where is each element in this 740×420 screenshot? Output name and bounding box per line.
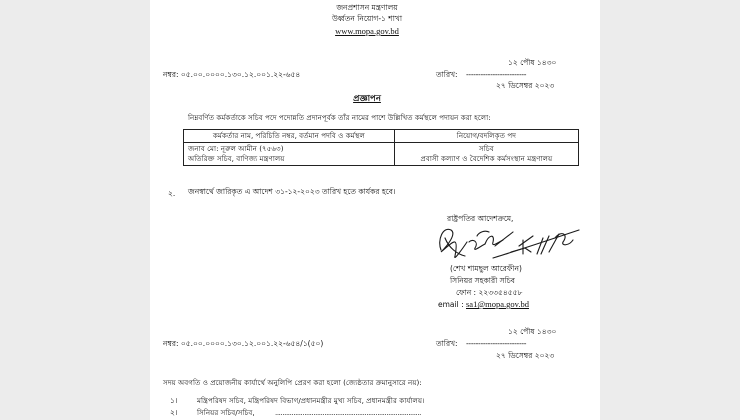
- copy-date-dots: -------------------------: [466, 339, 527, 348]
- list-item-number: ২।: [170, 408, 178, 417]
- posting-table-header: [184, 130, 579, 143]
- memo-number: নম্বর: ০৫.০০.০০০০.১৩০.১২.০০১.২২-৬৫৪: [163, 70, 301, 79]
- distribution-intro: সদয় অবগতি ও প্রয়োজনীয় কার্যার্থে অনুলিপি প্রেরণ করা হলো (জ্যেষ্ঠতার ক্রমানুসারে নয়):: [163, 378, 422, 387]
- copy-date-bangla: ১২ পৌষ ১৪৩০: [508, 327, 557, 336]
- new-ministry: প্রবাসী কল্যাণ ও বৈদেশিক কর্মসংস্থান মন্ত্রণালয়: [420, 154, 553, 163]
- list-item: মন্ত্রিপরিষদ সচিব, মন্ত্রিপরিষদ বিভাগ/প্রধানমন্ত্রীর মুখ্য সচিব, প্রধানমন্ত্রীর কার্যালয়।: [197, 396, 425, 405]
- date-bangla: ১২ পৌষ ১৪৩০: [508, 58, 557, 67]
- posting-column-header: নিয়োগ/বদলিকৃত পদ: [394, 130, 578, 143]
- clause-number: ২.: [168, 189, 176, 198]
- date-gregorian: ২৭ ডিসেম্বর ২০২৩: [496, 81, 555, 90]
- officer-name: জনাব মো: নূরুল আমীন (৭৫৬৩): [188, 144, 284, 153]
- signer-name: (শেখ শামছুল আরেফীন): [450, 264, 522, 273]
- viewer-right-margin: [600, 0, 740, 420]
- email-label: email :: [438, 300, 464, 309]
- posting-cell: [394, 143, 578, 166]
- handwritten-signature: [433, 212, 583, 272]
- notice-title: প্রজ্ঞাপন: [353, 94, 381, 104]
- officer-current-post: অতিরিক্ত সচিব, বাণিজ্য মন্ত্রণালয়: [188, 154, 285, 163]
- new-post: সচিব: [479, 144, 494, 153]
- viewer-left-margin: [0, 0, 150, 420]
- ministry-name: জনপ্রশাসন মন্ত্রণালয়: [336, 3, 398, 12]
- list-item: সিনিয়র সচিব/সচিব,: [197, 408, 255, 417]
- clause-text: জনস্বার্থে জারিকৃত এ আদেশ ৩১-১২-২০২৩ তারিখ হতে কার্যকর হবে।: [188, 187, 396, 196]
- copy-date-label: তারিখ:: [436, 339, 458, 348]
- table-row: [184, 143, 579, 166]
- list-item-dots: ................................................................................: [275, 409, 422, 417]
- officer-cell: [184, 143, 395, 166]
- officer-column-header: কর্মকর্তার নাম, পরিচিতি নম্বর, বর্তমান পদবি ও কর্মস্থল: [184, 130, 395, 143]
- email-link[interactable]: sa1@mopa.gov.bd: [466, 299, 529, 309]
- order-by: রাষ্ট্রপতির আদেশক্রমে,: [447, 214, 514, 223]
- date-dots: -------------------------: [466, 70, 527, 79]
- signer-title: সিনিয়র সহকারী সচিব: [450, 276, 515, 285]
- branch-name: উর্ধ্বতন নিয়োগ-১ শাখা: [331, 14, 403, 23]
- notice-intro: নিম্নবর্ণিত কর্মকর্তাকে সচিব পদে পদোন্নতি প্রদানপূর্বক তাঁর নামের পাশে উল্লিখিত কর্মস্থলে পদায়ন করা হলো:: [188, 113, 491, 122]
- date-label: তারিখ:: [436, 70, 458, 79]
- posting-table: [183, 129, 579, 166]
- copy-date-gregorian: ২৭ ডিসেম্বর ২০২৩: [496, 351, 555, 360]
- government-notice-page: [150, 0, 600, 420]
- website-link[interactable]: www.mopa.gov.bd: [335, 26, 399, 36]
- copy-memo-number: নম্বর: ০৫.০০.০০০০.১৩০.১২.০০১.২২-৬৫৪/১(৫০): [163, 339, 324, 348]
- signer-phone: ফোন : ২২৩৩৫৪৫৫৮: [456, 288, 523, 297]
- list-item-number: ১।: [170, 396, 178, 405]
